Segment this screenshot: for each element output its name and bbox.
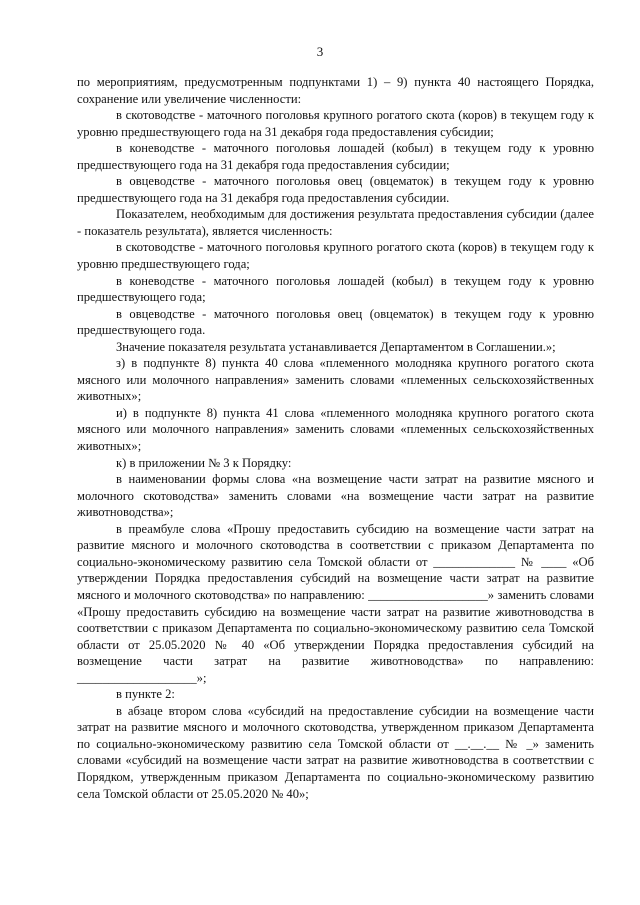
document-body (77, 74, 594, 802)
paragraph-horse-indicator: в коневодстве - маточного поголовья лошадей (кобыл) в текущем году к уровню предшествующего года; (77, 273, 594, 305)
paragraph-horse-breeding: в коневодстве - маточного поголовья лошадей (кобыл) в текущем году к уровню предшествующего года на 31 декабря года предоставления субсидии; (77, 141, 594, 172)
paragraph-sheep-breeding: в овцеводстве - маточного поголовья овец (овцематок) в текущем году к уровню предшествующего года на 31 декабря года предоставления субсидии. (77, 174, 594, 205)
paragraph-cattle-breeding: в скотоводстве - маточного поголовья крупного рогатого скота (коров) в текущем году к уровню предшествующего года на 31 декабря года предоставления субсидии; (77, 108, 594, 139)
paragraph-indicator-value: Значение показателя результата устанавливается Департаментом в Соглашении.»; (116, 339, 556, 354)
paragraph-preamble: в преамбуле слова «Прошу предоставить субсидию на возмещение части затрат на развитие мясного и молочного скотоводства в соответствии с приказом Департамента по социально-экономическому развитию села Томской области от _____________ № ____ «Об утверждении Порядка предоставления субсидий на возмещение части затрат на развитие мясного и молочного скотоводства» по направлению: ___________________» заменить словами «Прошу предоставить субсидию на возмещение части затрат на развитие животноводства в соответствии с приказом Департамента по социально-экономическому развитию села Томской области от 25.05.2020 № 40 «Об утверждении Порядка предоставления субсидий на возмещение части затрат на развитие животноводства» по направлению: ___________________»; (77, 521, 594, 685)
paragraph-item-z: з) в подпункте 8) пункта 40 слова «племенного молодняка крупного рогатого скота мясного или молочного направления» заменить словами «племенных сельскохозяйственных животных»; (77, 356, 594, 404)
paragraph-form-title: в наименовании формы слова «на возмещение части затрат на развитие мясного и молочного скотоводства» заменить словами «на возмещение части затрат на развитие животноводства»; (77, 472, 594, 520)
paragraph-continuation: по мероприятиям, предусмотренным подпунктами 1) – 9) пункта 40 настоящего Порядка, сохранение или увеличение численности: (77, 75, 594, 106)
page-number: 3 (316, 44, 324, 59)
paragraph-result-indicator: Показателем, необходимым для достижения результата предоставления субсидии (далее - показатель результата), является численность: (77, 207, 594, 238)
paragraph-cattle-indicator: в скотоводстве - маточного поголовья крупного рогатого скота (коров) в текущем году к уровню предшествующего года; (77, 240, 594, 272)
paragraph-second-abzac: в абзаце втором слова «субсидий на предоставление субсидии на возмещение части затрат на развитие мясного и молочного скотоводства, утвержденном приказом Департамента по социально-экономическому развитию села Томской области от __.__.__ № _» заменить словами «субсидий на возмещение части затрат на развитие животноводства в соответствии с Порядком, утвержденным приказом Департамента по социально-экономическому развитию села Томской области от 25.05.2020 № 40»; (77, 703, 594, 801)
paragraph-item-i: и) в подпункте 8) пункта 41 слова «племенного молодняка крупного рогатого скота мясного или молочного направления» заменить словами «племенных сельскохозяйственных животных»; (77, 405, 594, 454)
paragraph-item-k: к) в приложении № 3 к Порядку: (116, 455, 292, 470)
paragraph-sheep-indicator: в овцеводстве - маточного поголовья овец (овцематок) в текущем году к уровню предшествующего года. (77, 306, 594, 338)
paragraph-point-2: в пункте 2: (116, 687, 175, 702)
